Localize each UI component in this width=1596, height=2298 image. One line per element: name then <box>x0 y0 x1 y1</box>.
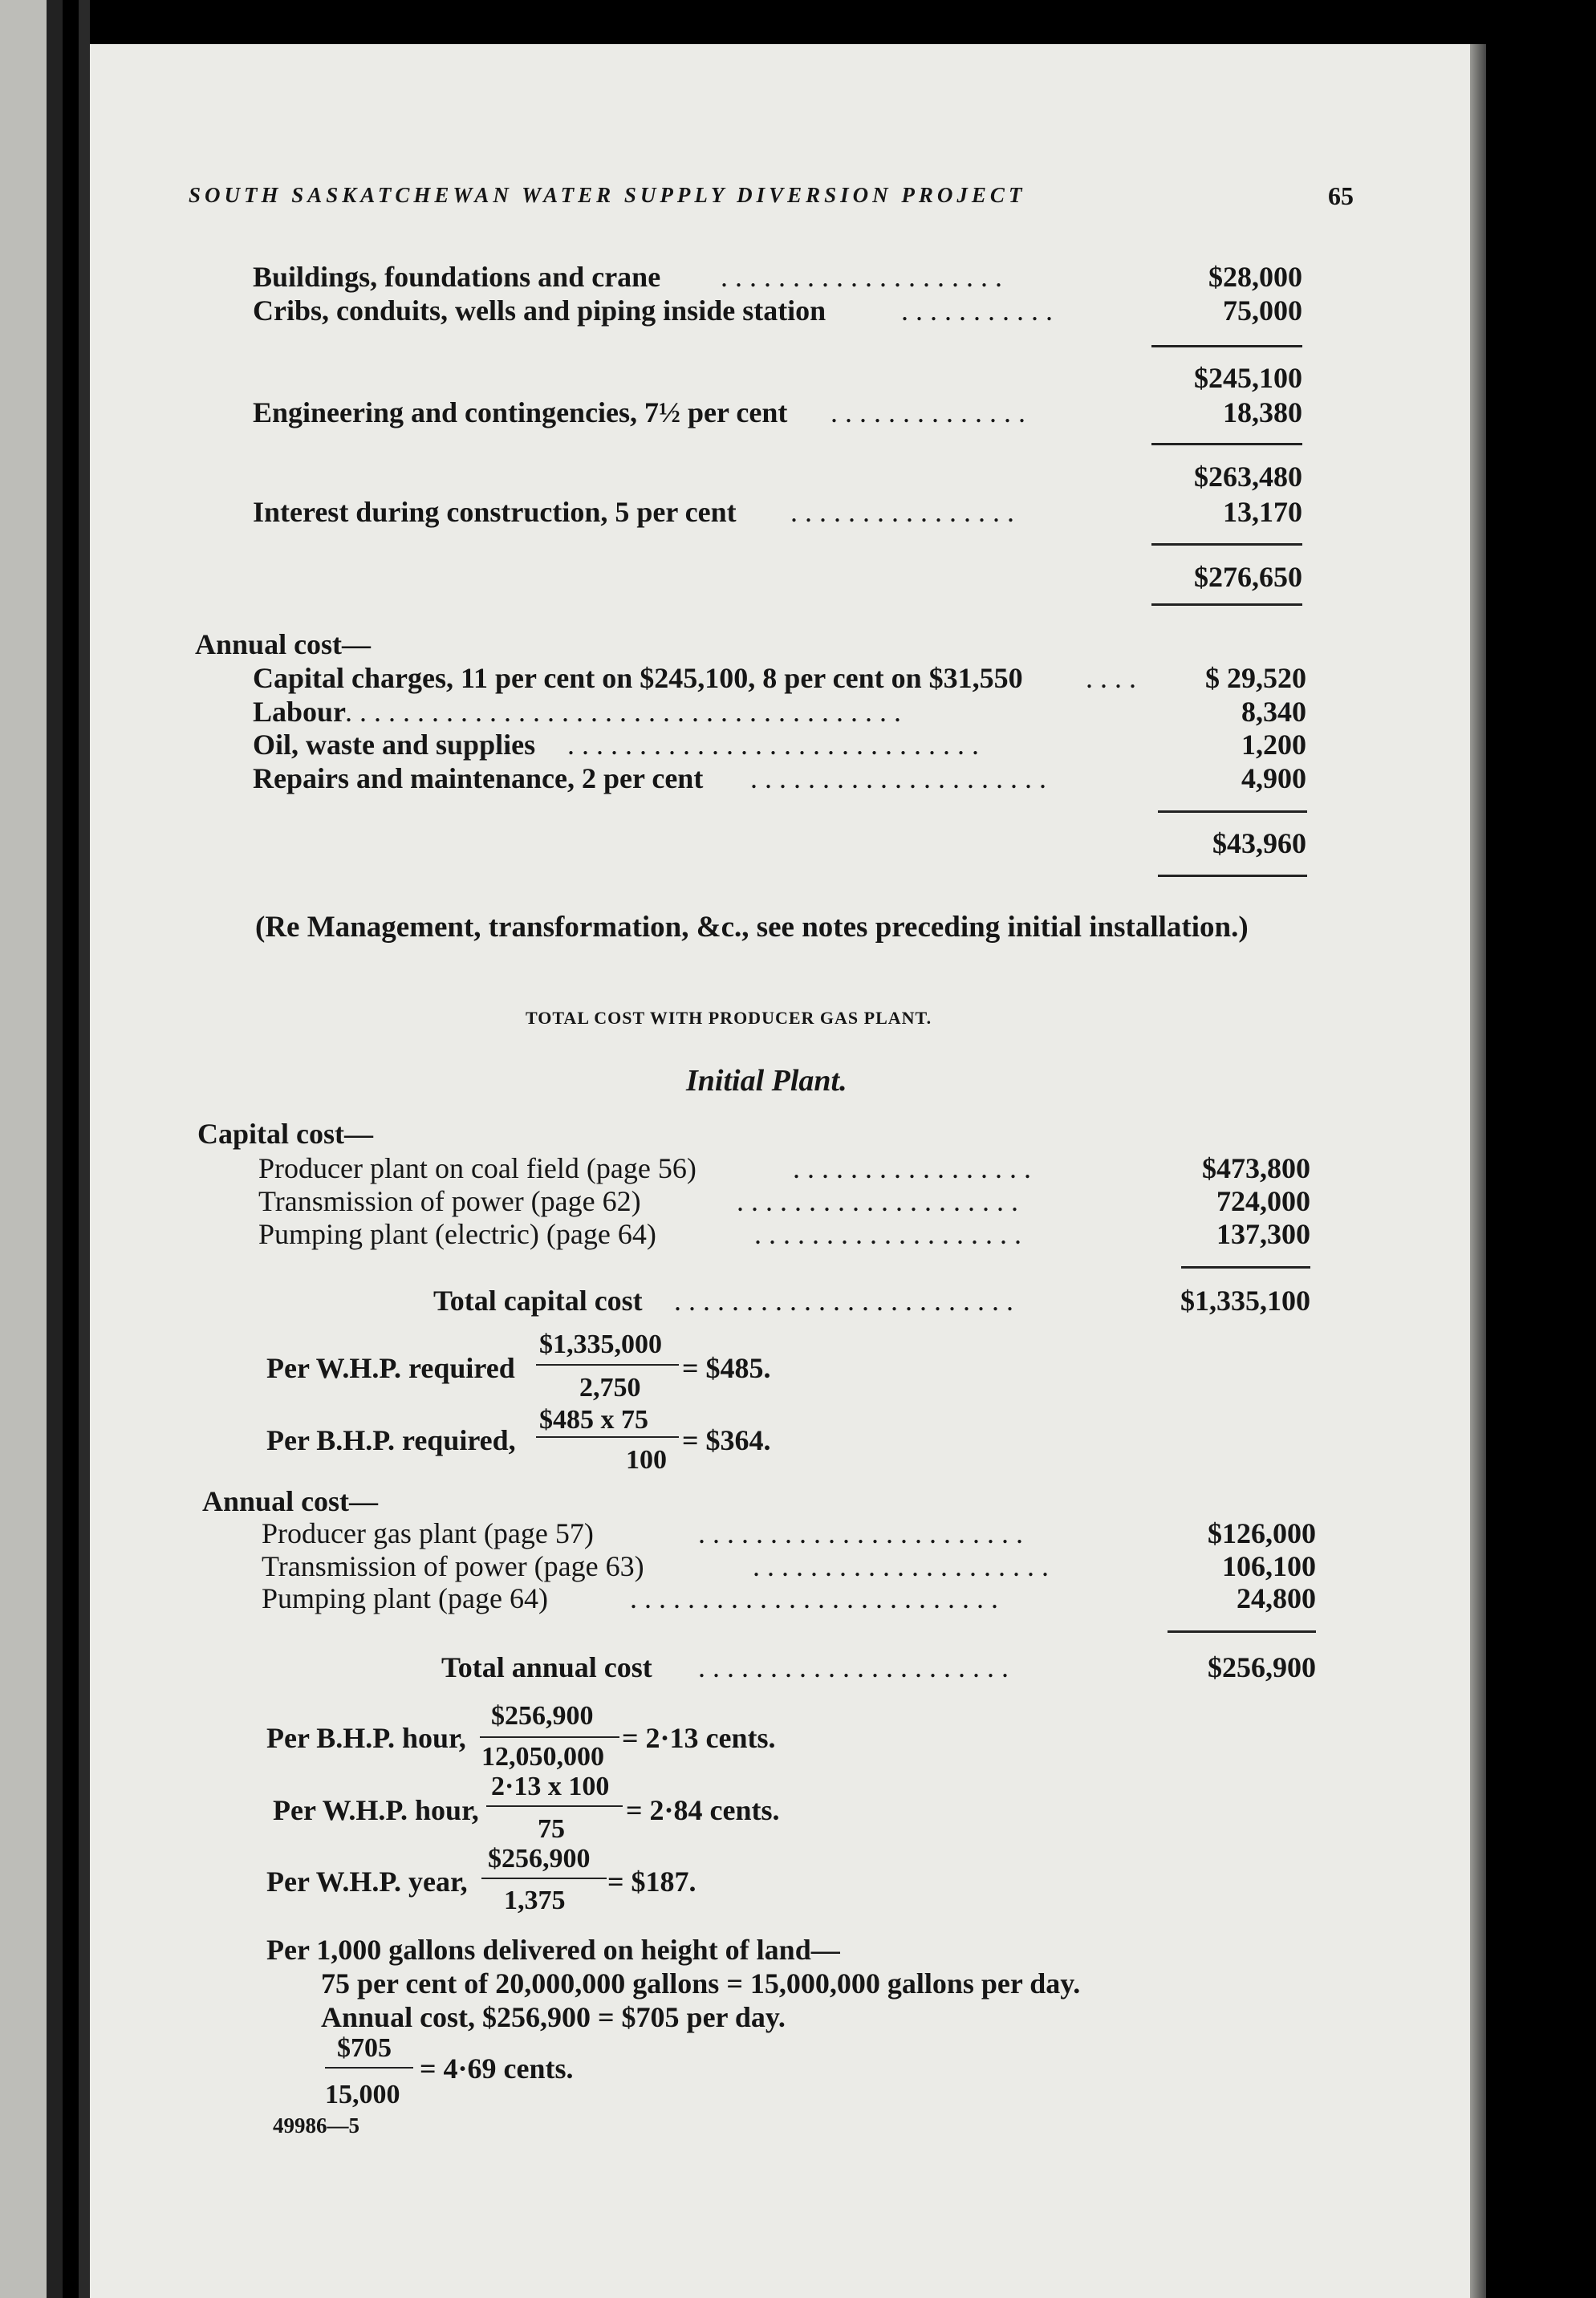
line-item-label: Capital charges, 11 per cent on $245,100, 8 per cent on $31,550 <box>253 662 1023 694</box>
left-page-edge <box>0 0 90 2298</box>
line-item-value: 137,300 <box>1216 1218 1310 1250</box>
total-value: $256,900 <box>1208 1651 1316 1683</box>
sum-rule <box>1151 345 1302 347</box>
section-heading: Capital cost— <box>197 1118 373 1150</box>
leader-dots: . . . . . . . . . . . . . . . . . . . . . . . <box>698 1517 1023 1549</box>
fraction-denominator: 100 <box>626 1445 667 1475</box>
annual-total-value: $43,960 <box>1212 827 1306 859</box>
sum-rule <box>1158 875 1307 877</box>
calc-result: = 2·13 cents. <box>622 1722 776 1754</box>
leader-dots: . . . . . . . . . . . . . . . . . . . . . <box>753 1550 1049 1582</box>
section-subtitle: Initial Plant. <box>686 1064 847 1098</box>
fraction-denominator: 1,375 <box>504 1886 566 1915</box>
fraction-bar <box>325 2067 413 2069</box>
fraction-denominator: 12,050,000 <box>481 1742 604 1772</box>
total-label: Total capital cost <box>433 1285 643 1317</box>
fraction-bar <box>536 1364 679 1366</box>
leader-dots: . . . . . . . . . . . . . . . . . <box>793 1152 1031 1184</box>
leader-dots: . . . . . . . . . . . . . . . . . . . . . . . . . . . . . <box>567 729 979 761</box>
fraction-denominator: 75 <box>538 1814 565 1844</box>
leader-dots: . . . . . . . . . . . . . . . . . . . . . . . . . . <box>630 1582 998 1614</box>
calc-label: Per B.H.P. required, <box>266 1424 516 1456</box>
leader-dots: . . . . . . . . . . . . . . . . . . . . . <box>750 762 1046 794</box>
line-item-value: 4,900 <box>1241 762 1306 794</box>
section-heading: Annual cost— <box>195 628 372 660</box>
total-value: $1,335,100 <box>1180 1285 1310 1317</box>
calc-result: = 2·84 cents. <box>626 1794 780 1826</box>
right-page-edge <box>1470 44 1486 2298</box>
fraction-bar <box>536 1436 679 1438</box>
management-note: (Re Management, transformation, &c., see notes preceding initial installation.) <box>255 911 1249 944</box>
fraction-numerator: $256,900 <box>491 1701 594 1731</box>
calc-label: Per B.H.P. hour, <box>266 1722 466 1754</box>
sum-rule <box>1151 603 1302 606</box>
fraction-numerator: 2·13 x 100 <box>491 1772 610 1801</box>
line-item-label: Engineering and contingencies, 7½ per cent <box>253 396 788 428</box>
total-label: Total annual cost <box>441 1651 652 1683</box>
line-item-label: Transmission of power (page 62) <box>258 1185 641 1217</box>
leader-dots: . . . . . . . . . . . . . . . . . . . . <box>737 1185 1018 1217</box>
leader-dots: . . . . . . . . . . . . . . . . . . . . . . . . <box>674 1285 1013 1317</box>
line-item-label: Cribs, conduits, wells and piping inside station <box>253 294 826 327</box>
calc-label: Per W.H.P. required <box>266 1352 515 1384</box>
sum-rule <box>1168 1630 1316 1633</box>
fraction-numerator: $256,900 <box>488 1844 591 1874</box>
line-item-label: Pumping plant (page 64) <box>262 1582 548 1614</box>
section-heading: Annual cost— <box>202 1485 379 1517</box>
line-item-value: 106,100 <box>1222 1550 1316 1582</box>
fraction-bar <box>486 1805 623 1807</box>
leader-dots: . . . . . . . . . . . . . . . . . . . . . . . . . . . . . . . . . . . . . . . <box>345 696 901 728</box>
page-number: 65 <box>1328 181 1354 210</box>
line-item-label: Interest during construction, 5 per cent <box>253 496 737 528</box>
calc-result: = $364. <box>682 1424 771 1456</box>
gallons-line: 75 per cent of 20,000,000 gallons = 15,000,000 gallons per day. <box>321 1967 1081 2000</box>
leader-dots: . . . . . . . . . . . . . . . . . . . . <box>721 261 1002 293</box>
leader-dots: . . . . . . . . . . . . . . . . . . . . . . <box>698 1651 1009 1683</box>
line-item-value: $ 29,520 <box>1205 662 1306 694</box>
fraction-denominator: 15,000 <box>325 2080 400 2109</box>
sum-rule <box>1151 543 1302 546</box>
line-item-value: $473,800 <box>1202 1152 1310 1184</box>
line-item-label: Repairs and maintenance, 2 per cent <box>253 762 704 794</box>
line-item-value: 13,170 <box>1223 496 1302 528</box>
sum-rule <box>1181 1266 1310 1269</box>
calc-label: Per W.H.P. hour, <box>273 1794 479 1826</box>
line-item-value: 1,200 <box>1241 729 1306 761</box>
line-item-value: 724,000 <box>1216 1185 1310 1217</box>
line-item-value: 75,000 <box>1223 294 1302 327</box>
line-item-value: 24,800 <box>1237 1582 1316 1614</box>
sum-rule <box>1158 810 1307 813</box>
subtotal-value: $245,100 <box>1194 362 1302 394</box>
calc-result: = $187. <box>607 1866 696 1898</box>
leader-dots: . . . . . . . . . . . . . . . . <box>790 496 1014 528</box>
line-item-label: Producer gas plant (page 57) <box>262 1517 594 1549</box>
gallons-line: Annual cost, $256,900 = $705 per day. <box>321 2001 786 2033</box>
line-item-label: Pumping plant (electric) (page 64) <box>258 1218 656 1250</box>
fraction-numerator: $705 <box>337 2033 392 2063</box>
fraction-denominator: 2,750 <box>579 1373 641 1403</box>
leader-dots: . . . . . . . . . . . <box>901 294 1053 327</box>
leader-dots: . . . . . . . . . . . . . . <box>830 396 1025 428</box>
line-item-label: Buildings, foundations and crane <box>253 261 661 293</box>
subtotal-value: $276,650 <box>1194 561 1302 593</box>
leader-dots: . . . . <box>1086 662 1136 694</box>
line-item-value: 8,340 <box>1241 696 1306 728</box>
line-item-value: 18,380 <box>1223 396 1302 428</box>
calc-result: = $485. <box>682 1352 771 1384</box>
calc-label: Per W.H.P. year, <box>266 1866 468 1898</box>
running-title: SOUTH SASKATCHEWAN WATER SUPPLY DIVERSION PROJECT <box>189 183 1026 207</box>
fraction-bar <box>481 1878 607 1879</box>
line-item-label: Producer plant on coal field (page 56) <box>258 1152 696 1184</box>
leader-dots: . . . . . . . . . . . . . . . . . . . <box>754 1218 1021 1250</box>
line-item-label: Oil, waste and supplies <box>253 729 536 761</box>
section-title: TOTAL COST WITH PRODUCER GAS PLANT. <box>526 1008 932 1028</box>
sum-rule <box>1151 443 1302 445</box>
footer-code: 49986—5 <box>273 2113 359 2138</box>
calc-result: = 4·69 cents. <box>420 2052 574 2085</box>
subtotal-value: $263,480 <box>1194 461 1302 493</box>
line-item-value: $28,000 <box>1208 261 1302 293</box>
line-item-label: Labour <box>253 696 347 728</box>
gallons-heading: Per 1,000 gallons delivered on height of land— <box>266 1934 840 1966</box>
fraction-numerator: $485 x 75 <box>539 1405 648 1435</box>
fraction-numerator: $1,335,000 <box>539 1330 662 1359</box>
line-item-value: $126,000 <box>1208 1517 1316 1549</box>
fraction-bar <box>480 1736 619 1738</box>
line-item-label: Transmission of power (page 63) <box>262 1550 644 1582</box>
